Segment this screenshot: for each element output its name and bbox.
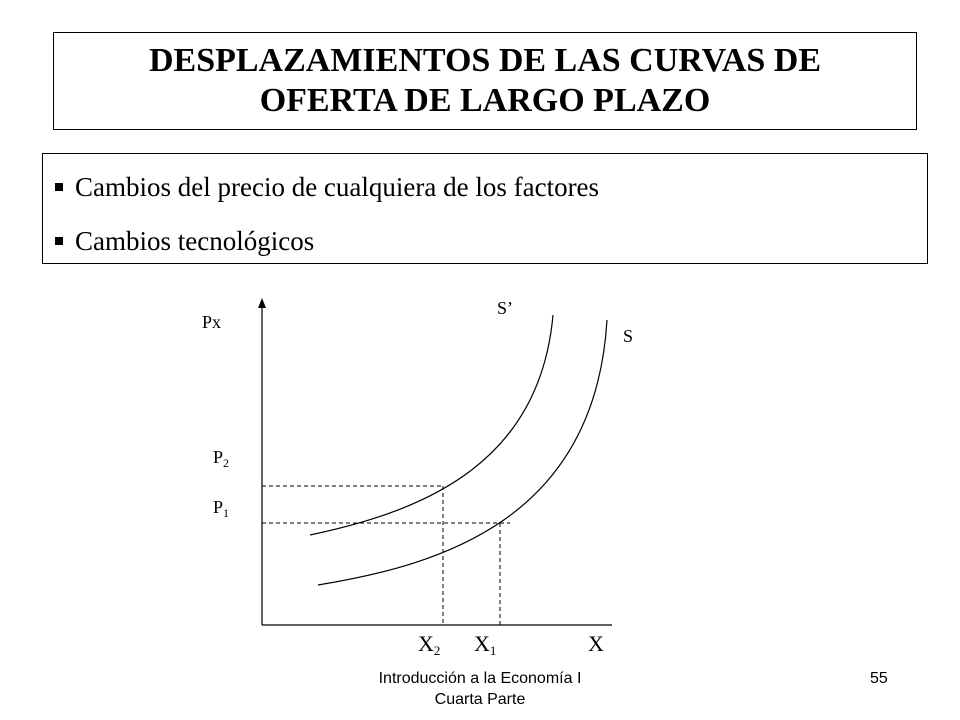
footer-line-1: Introducción a la Economía I [378, 670, 582, 687]
y-axis-arrow-icon [258, 298, 266, 308]
curve-label-s-prime: S’ [497, 298, 514, 318]
title-line-2: OFERTA DE LARGO PLAZO [259, 82, 711, 119]
slide-number: 55 [870, 670, 888, 687]
x-axis-label: X [588, 631, 604, 656]
quantity-label-x1: X1 [474, 631, 497, 658]
footer-line-2: Cuarta Parte [434, 691, 526, 708]
bullet-text: Cambios tecnológicos [75, 225, 315, 256]
supply-curve-s-prime [310, 315, 553, 535]
curve-label-s: S [623, 326, 634, 346]
title-line-1: DESPLAZAMIENTOS DE LAS CURVAS DE [148, 42, 822, 79]
y-axis-label: Px [202, 312, 222, 332]
bullet-text: Cambios del precio de cualquiera de los factores [75, 171, 600, 202]
footer-course-title [310, 668, 650, 710]
supply-curve-s [318, 320, 607, 585]
price-label-p2: $P_2$ [213, 447, 230, 470]
price-label-p1: $P_1$ [213, 497, 230, 520]
quantity-label-x2: X2 [418, 631, 441, 658]
